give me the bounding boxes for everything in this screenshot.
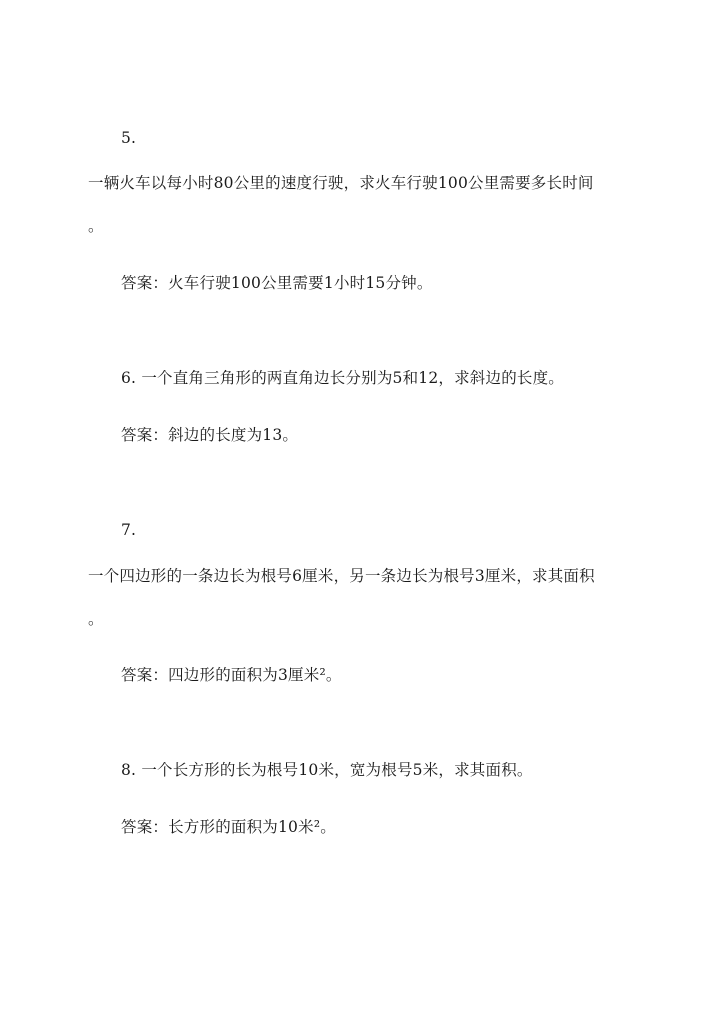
question-5-text-continuation: 。 xyxy=(88,217,104,235)
question-7-answer: 答案：四边形的面积为3厘米²。 xyxy=(121,666,342,684)
question-8-answer: 答案：长方形的面积为10米²。 xyxy=(121,818,336,836)
question-5-text: 一辆火车以每小时80公里的速度行驶，求火车行驶100公里需要多长时间 xyxy=(88,174,594,192)
question-8-text: 8. 一个长方形的长为根号10米，宽为根号5米，求其面积。 xyxy=(121,761,533,779)
question-5-answer: 答案：火车行驶100公里需要1小时15分钟。 xyxy=(121,274,433,292)
question-6-answer: 答案：斜边的长度为13。 xyxy=(121,426,299,444)
question-6-text: 6. 一个直角三角形的两直角边长分别为5和12，求斜边的长度。 xyxy=(121,369,565,387)
question-7-number: 7. xyxy=(121,521,137,539)
question-7-text-continuation: 。 xyxy=(88,610,104,628)
question-7-text: 一个四边形的一条边长为根号6厘米，另一条边长为根号3厘米，求其面积 xyxy=(88,567,595,585)
question-5-number: 5. xyxy=(121,129,137,147)
